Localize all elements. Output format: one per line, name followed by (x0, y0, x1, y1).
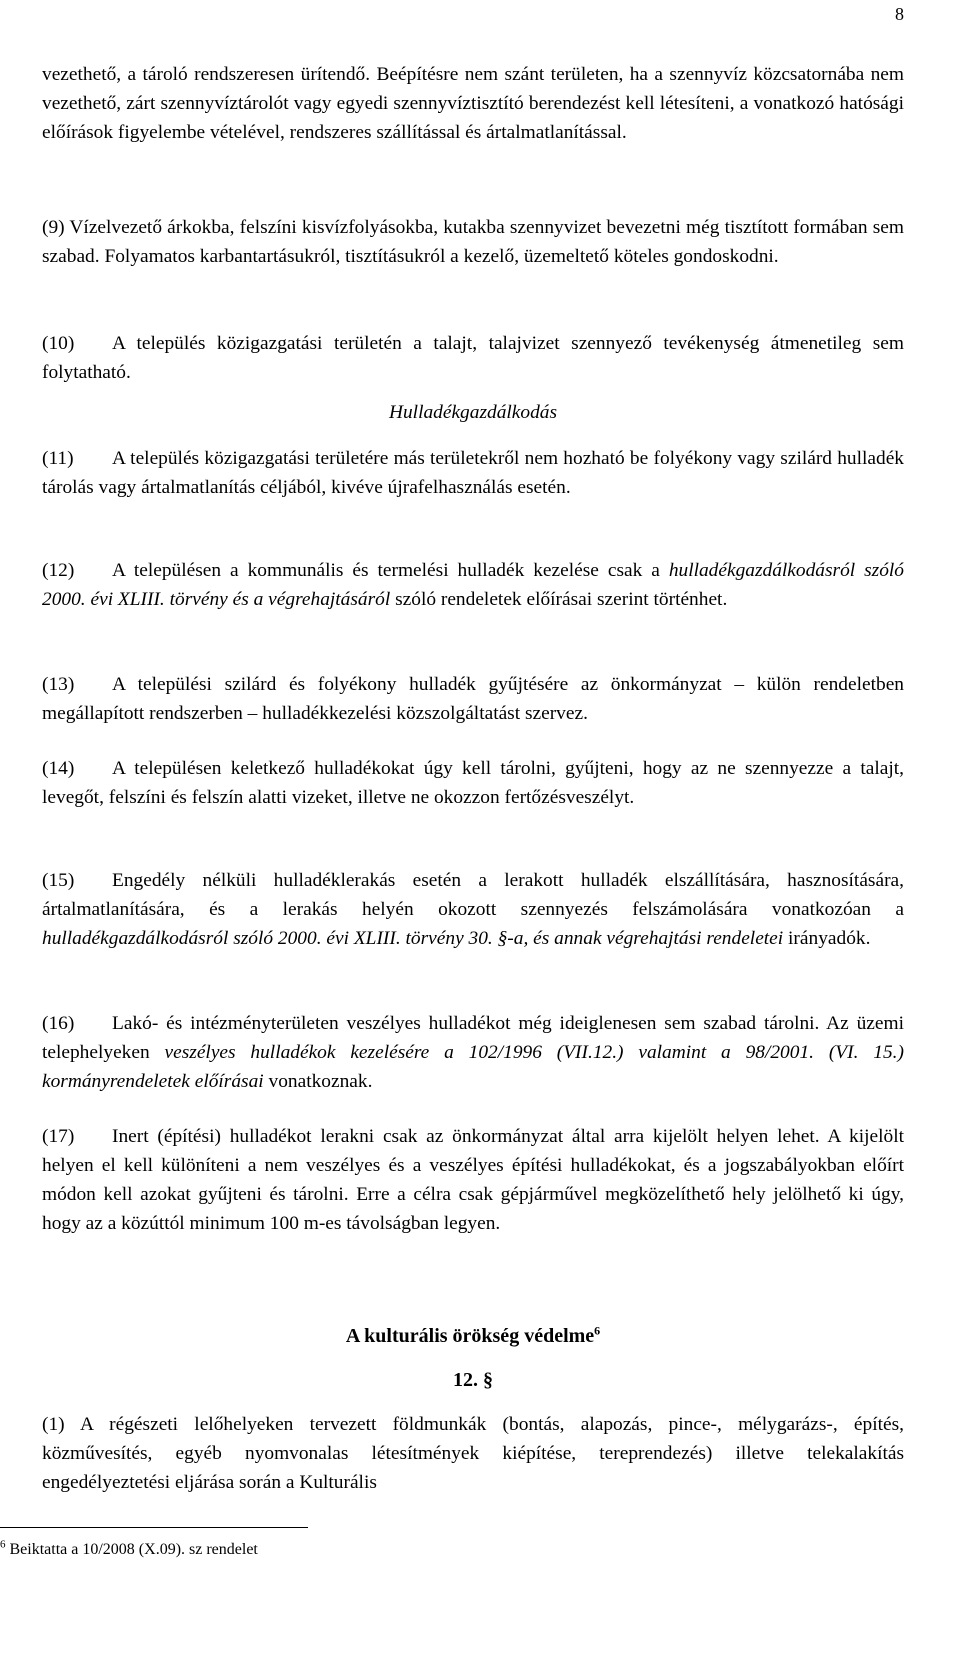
paragraph-text: Engedély nélküli hulladéklerakás esetén a lerakott hulladék elszállítására, hasznosítására, ártalmatlanítására, és a lerakás helyén okozott szennyezés felszámolására vonatkozóan a (42, 870, 904, 920)
section-title-hulladekgazdalkodas: Hulladékgazdálkodás (388, 402, 558, 423)
paragraph-text: A településen keletkező hulladékokat úgy kell tárolni, gyűjteni, hogy az ne szennyezze a talajt, levegőt, felszíni és felszín alatti vizeket, illetve ne okozzon fertőzésveszélyt. (42, 758, 904, 808)
paragraph-16 (42, 1009, 904, 1096)
paragraph-number: (10) (42, 333, 75, 354)
footnote-text: Beiktatta a 10/2008 (X.09). sz rendelet (9, 1541, 258, 1558)
paragraph-text-cont: vonatkoznak. (268, 1071, 373, 1092)
paragraph-text-cont: szóló rendeletek előírásai szerint történhet. (395, 589, 728, 610)
paragraph-number: (13) (42, 674, 75, 695)
law-reference: veszélyes hulladékok kezelésére a 102/1996 (VII.12.) valamint a 98/2001. (VI. 15.) kormányrendeletek előírásai (42, 1042, 904, 1092)
section-title-kulturalis-orokseg (42, 1322, 904, 1351)
footnote-mark: 6 (0, 1538, 6, 1551)
footnote-mark: 6 (594, 1323, 601, 1338)
law-reference: hulladékgazdálkodásról szóló 2000. évi XLIII. törvény és a végrehajtásáról (42, 560, 904, 610)
page-number: 8 (895, 4, 904, 24)
paragraph-number: (12) (42, 560, 75, 581)
paragraph-number: (14) (42, 758, 75, 779)
paragraph-text-cont: irányadók. (788, 928, 871, 949)
paragraph-number: (15) (42, 870, 75, 891)
paragraph-text: A régészeti lelőhelyeken tervezett földmunkák (bontás, alapozás, pince-, mélygarázs-, építés, közművesítés, egyéb nyomvonalas létesítmények kiépítése, tereprendezés) illetve telekalakítás engedélyeztetési eljárása során a Kulturális (42, 1414, 904, 1493)
paragraph-9: (9) Vízelvezető árkokba, felszíni kisvízfolyásokba, kutakba szennyvizet bevezetni még tisztított formában sem szabad. Folyamatos karbantartásukról, tisztításukról a kezelő, üzemeltető köteles gondoskodni. (42, 217, 904, 267)
paragraph-text: Lakó- és intézményterületen veszélyes hulladékot még ideiglenesen sem szabad tárolni. Az üzemi telephelyeken (42, 1013, 904, 1063)
paragraph-number: (17) (42, 1126, 75, 1147)
paragraph-number: (16) (42, 1013, 75, 1034)
paragraph-11 (42, 444, 904, 502)
paragraph-17 (42, 1122, 904, 1238)
law-reference: hulladékgazdálkodásról szóló 2000. évi XLIII. törvény 30. §-a, és annak végrehajtási rendeletei (42, 928, 784, 949)
paragraph-12-1 (42, 1410, 904, 1497)
paragraph-text: A település közigazgatási területére más területekről nem hozható be folyékony vagy szilárd hulladék tárolás vagy ártalmatlanítás céljából, kivéve újrafelhasználás esetén. (42, 448, 904, 498)
footnote-divider (0, 1527, 308, 1528)
paragraph-14 (42, 754, 904, 812)
heading-text: A kulturális örökség védelme (345, 1325, 595, 1347)
paragraph-intro: vezethető, a tároló rendszeresen ürítendő. Beépítésre nem szánt területen, ha a szennyvíz közcsatornába nem vezethető, zárt szennyvíztárolót vagy egyedi szennyvíztisztító berendezést kell létesíteni, a vonatkozó hatósági előírások figyelembe vételével, rendszeres szállítással és ártalmatlanítással. (42, 64, 904, 143)
footnote (0, 1539, 258, 1561)
paragraph-text: Inert (építési) hulladékot lerakni csak az önkormányzat által arra kijelölt helyen lehet. A kijelölt helyen el kell különíteni a nem veszélyes és a veszélyes építési hulladékokat, és a jogszabályokban előírt módon kell azokat gyűjteni és tárolni. Erre a célra csak gépjárművel megközelíthető hely jelölhető ki úgy, hogy az a közúttól minimum 100 m-es távolságban legyen. (42, 1126, 904, 1234)
paragraph-15 (42, 866, 904, 953)
paragraph-13 (42, 670, 904, 728)
paragraph-12 (42, 556, 904, 614)
paragraph-number: (11) (42, 448, 74, 469)
paragraph-10 (42, 329, 904, 387)
paragraph-number: (1) (42, 1414, 65, 1435)
paragraph-text: A településen a kommunális és termelési hulladék kezelése csak a (112, 560, 660, 581)
paragraph-text: A település közigazgatási területén a talajt, talajvizet szennyező tevékenység átmenetileg sem folytatható. (42, 333, 904, 383)
paragraph-text: A települési szilárd és folyékony hulladék gyűjtésére az önkormányzat – külön rendeletben megállapított rendszerben – hulladékkezelési közszolgáltatást szervez. (42, 674, 904, 724)
section-number: 12. § (453, 1369, 493, 1391)
